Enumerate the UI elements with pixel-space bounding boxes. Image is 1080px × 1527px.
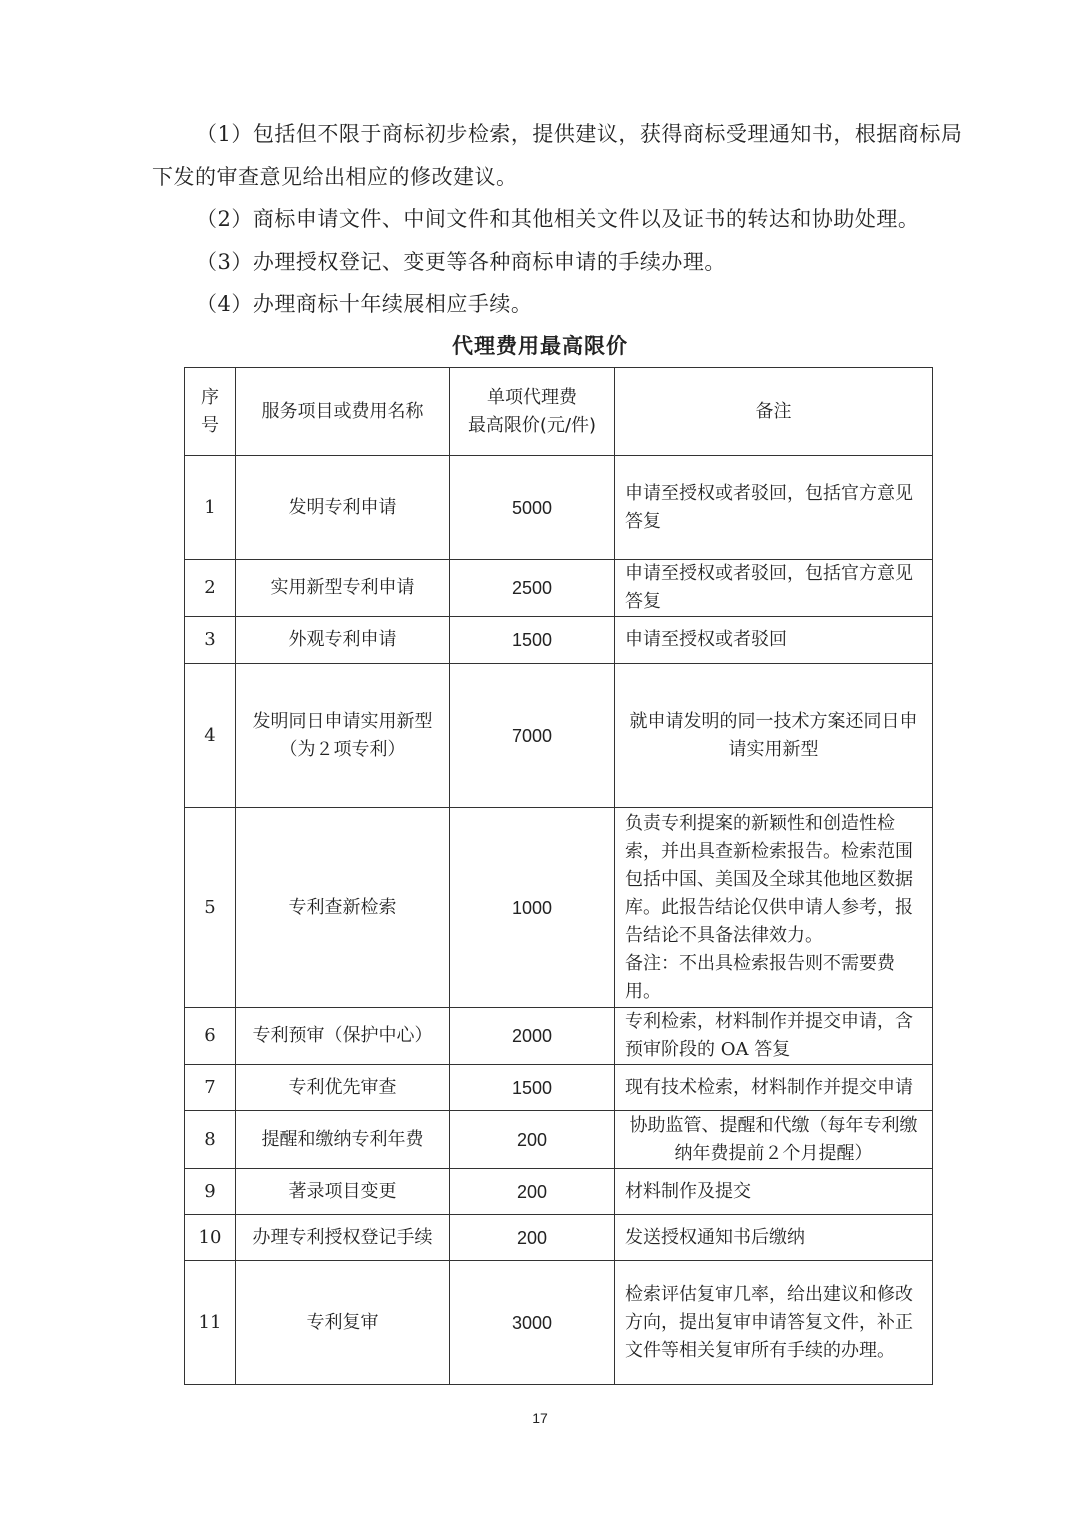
row-number: 2 <box>185 560 236 617</box>
row-item-name: 办理专利授权登记手续 <box>236 1215 450 1261</box>
header-fee-line1: 单项代理费 <box>487 386 577 408</box>
table-row <box>185 617 933 664</box>
row-number: 7 <box>185 1065 236 1111</box>
row-item-name <box>236 664 450 808</box>
row-item-name: 专利复审 <box>236 1261 450 1385</box>
row-note <box>615 808 933 1008</box>
table-row <box>185 1215 933 1261</box>
row-note: 发送授权通知书后缴纳 <box>615 1215 933 1261</box>
row-item-name: 发明专利申请 <box>236 456 450 560</box>
row-number: 11 <box>185 1261 236 1385</box>
table-row <box>185 560 933 617</box>
row-number: 1 <box>185 456 236 560</box>
row-note: 协助监管、提醒和代缴（每年专利缴纳年费提前２个月提醒） <box>615 1111 933 1169</box>
row-note: 申请至授权或者驳回，包括官方意见答复 <box>615 560 933 617</box>
row-fee: 2000 <box>450 1008 615 1065</box>
row-item-name: 实用新型专利申请 <box>236 560 450 617</box>
row-item-name-line2: （为２项专利） <box>279 738 406 760</box>
row-number: 3 <box>185 617 236 664</box>
table-row <box>185 1065 933 1111</box>
table-title: 代理费用最高限价 <box>452 333 628 358</box>
fee-table <box>184 367 933 1385</box>
row-note-remark: 备注：不出具检索报告则不需要费用。 <box>625 952 895 1002</box>
row-item-name: 专利查新检索 <box>236 808 450 1008</box>
row-fee: 1000 <box>450 808 615 1008</box>
row-fee: 200 <box>450 1215 615 1261</box>
row-number: 4 <box>185 664 236 808</box>
table-row <box>185 664 933 808</box>
paragraph-3: （3）办理授权登记、变更等各种商标申请的手续办理。 <box>196 250 726 274</box>
row-number: 6 <box>185 1008 236 1065</box>
table-row <box>185 808 933 1008</box>
row-note: 检索评估复审几率，给出建议和修改方向，提出复审申请答复文件，补正文件等相关复审所有手续的办理。 <box>615 1261 933 1385</box>
row-note: 专利检索，材料制作并提交申请，含预审阶段的 OA 答复 <box>615 1008 933 1065</box>
paragraph-1: （1）包括但不限于商标初步检索，提供建议，获得商标受理通知书，根据商标局下发的审查意见给出相应的修改建议。 <box>152 122 963 189</box>
row-item-name: 著录项目变更 <box>236 1169 450 1215</box>
row-item-name: 专利预审（保护中心） <box>236 1008 450 1065</box>
table-header-row <box>185 368 933 456</box>
paragraph-2: （2）商标申请文件、中间文件和其他相关文件以及证书的转达和协助处理。 <box>196 207 920 231</box>
table-row <box>185 456 933 560</box>
row-number: 5 <box>185 808 236 1008</box>
row-item-name: 专利优先审查 <box>236 1065 450 1111</box>
row-note: 申请至授权或者驳回 <box>615 617 933 664</box>
table-row <box>185 1008 933 1065</box>
row-number: 8 <box>185 1111 236 1169</box>
row-fee: 200 <box>450 1169 615 1215</box>
row-item-name: 外观专利申请 <box>236 617 450 664</box>
row-fee: 5000 <box>450 456 615 560</box>
row-fee: 200 <box>450 1111 615 1169</box>
row-fee: 3000 <box>450 1261 615 1385</box>
header-note: 备注 <box>615 368 933 456</box>
row-note: 就申请发明的同一技术方案还同日申请实用新型 <box>615 664 933 808</box>
row-fee: 1500 <box>450 1065 615 1111</box>
row-note: 申请至授权或者驳回，包括官方意见答复 <box>615 456 933 560</box>
header-seq-line2: 号 <box>201 414 219 436</box>
row-note: 现有技术检索，材料制作并提交申请 <box>615 1065 933 1111</box>
table-row <box>185 1111 933 1169</box>
table-row <box>185 1169 933 1215</box>
header-item: 服务项目或费用名称 <box>236 368 450 456</box>
header-fee <box>450 368 615 456</box>
header-fee-line2: 最高限价(元/件) <box>467 414 597 436</box>
row-number: 10 <box>185 1215 236 1261</box>
page-number: 17 <box>532 1410 548 1426</box>
row-fee: 1500 <box>450 617 615 664</box>
paragraph-4: （4）办理商标十年续展相应手续。 <box>196 292 533 316</box>
row-fee: 2500 <box>450 560 615 617</box>
row-note-main: 负责专利提案的新颖性和创造性检索，并出具查新检索报告。检索范围包括中国、美国及全球其他地区数据库。此报告结论仅供申请人参考，报告结论不具备法律效力。 <box>625 812 913 946</box>
row-fee: 7000 <box>450 664 615 808</box>
row-item-name: 提醒和缴纳专利年费 <box>236 1111 450 1169</box>
row-note: 材料制作及提交 <box>615 1169 933 1215</box>
row-item-name-line1: 发明同日申请实用新型 <box>252 710 433 732</box>
row-number: 9 <box>185 1169 236 1215</box>
header-seq-line1: 序 <box>201 386 219 408</box>
table-row <box>185 1261 933 1385</box>
header-seq <box>185 368 236 456</box>
